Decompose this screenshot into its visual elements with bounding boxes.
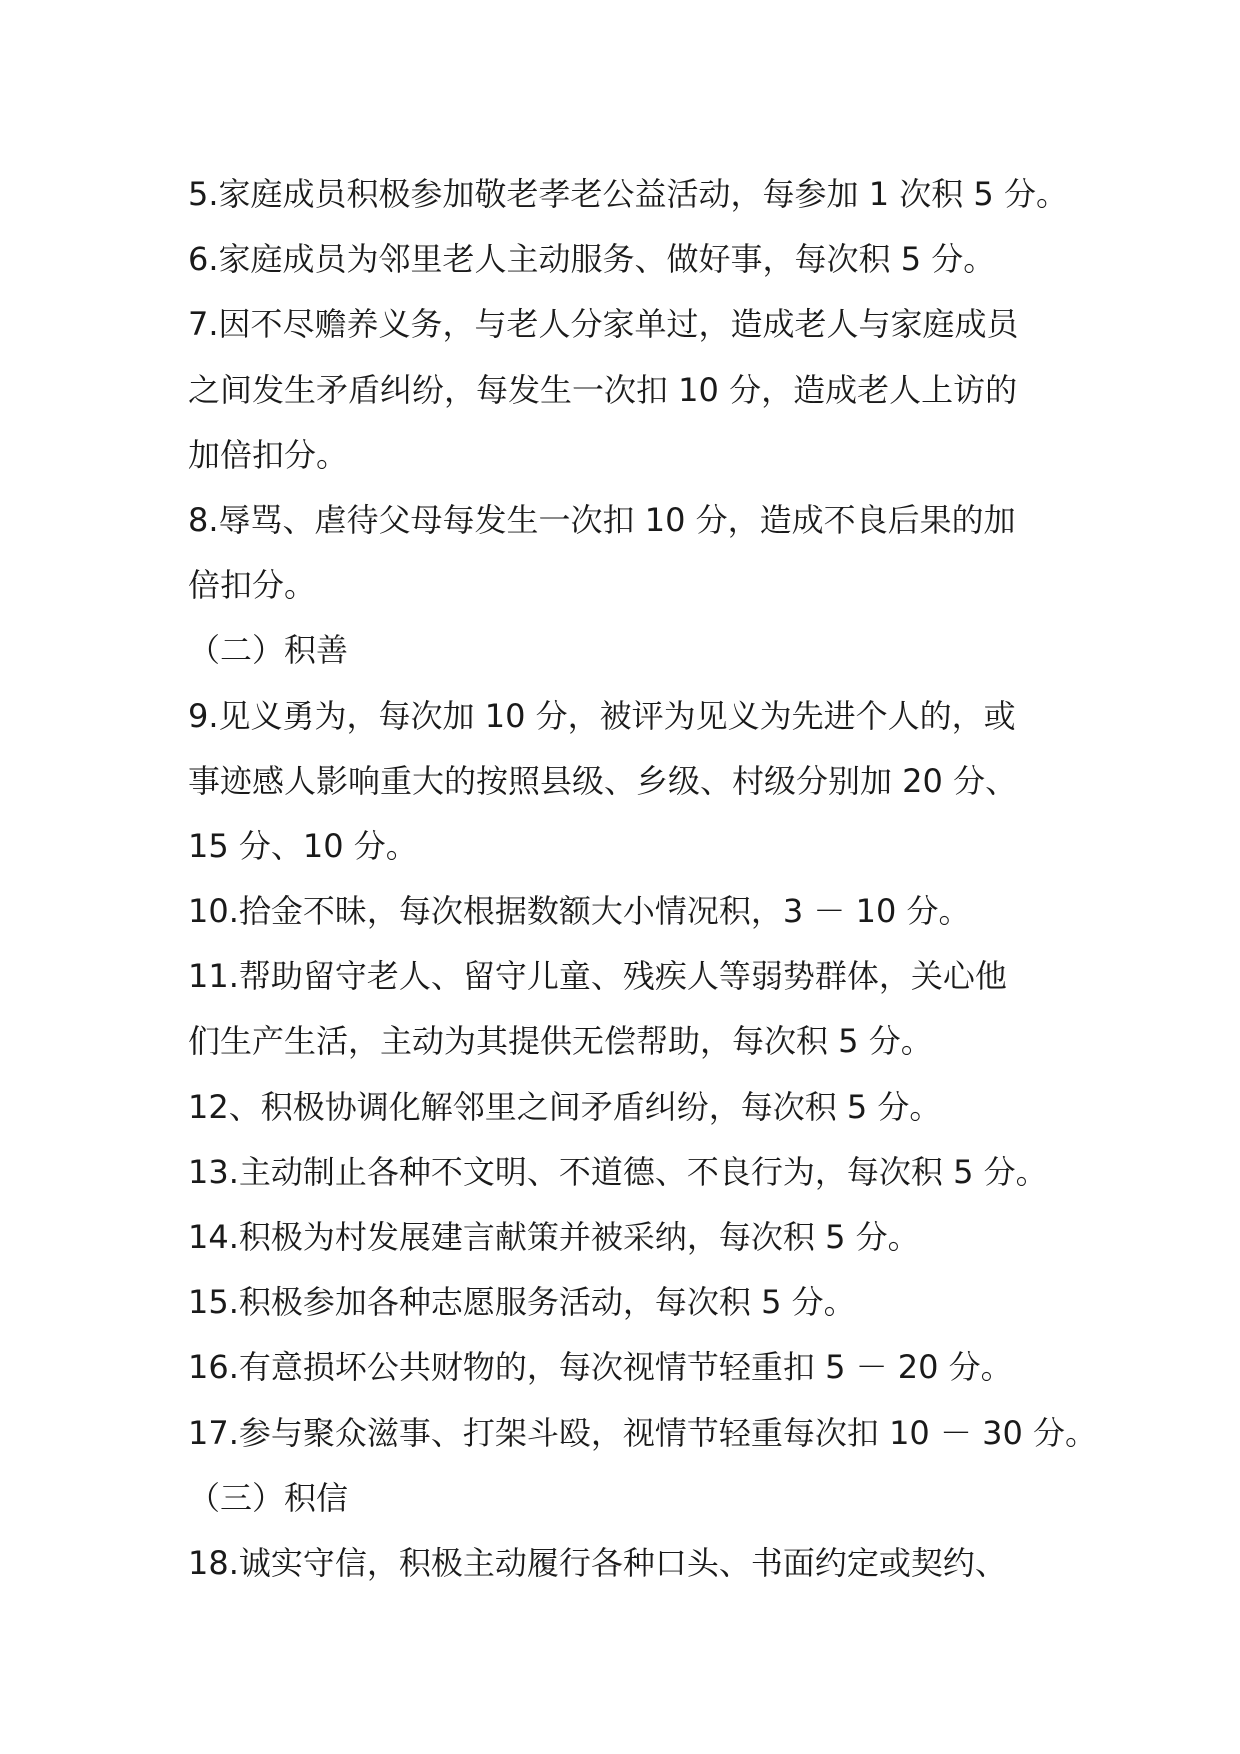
text-line-item-10: 10.拾金不昧，每次根据数额大小情况积，3 － 10 分。 bbox=[188, 892, 971, 931]
text-line-item-7-cont: 之间发生矛盾纠纷，每发生一次扣 10 分，造成老人上访的 bbox=[188, 370, 1018, 409]
text-line-item-8-cont: 倍扣分。 bbox=[188, 566, 317, 605]
text-line-item-5: 5.家庭成员积极参加敬老孝老公益活动，每参加 1 次积 5 分。 bbox=[188, 175, 1068, 213]
text-line-item-7-cont: 加倍扣分。 bbox=[188, 435, 349, 474]
text-line-item-18: 18.诚实守信，积极主动履行各种口头、书面约定或契约、 bbox=[188, 1543, 1007, 1582]
section-heading-jishan: （二）积善 bbox=[188, 631, 349, 670]
text-line-item-15: 15.积极参加各种志愿服务活动，每次积 5 分。 bbox=[188, 1283, 856, 1322]
text-line-item-9-cont: 事迹感人影响重大的按照县级、乡级、村级分别加 20 分、 bbox=[188, 761, 1018, 800]
text-line-item-6: 6.家庭成员为邻里老人主动服务、做好事，每次积 5 分。 bbox=[188, 240, 996, 279]
text-line-item-14: 14.积极为村发展建言献策并被采纳，每次积 5 分。 bbox=[188, 1218, 920, 1256]
text-line-item-12: 12、积极协调化解邻里之间矛盾纠纷，每次积 5 分。 bbox=[188, 1087, 942, 1126]
text-line-item-7: 7.因不尽赡养义务，与老人分家单过，造成老人与家庭成员 bbox=[188, 305, 1019, 344]
text-line-item-16: 16.有意损坏公共财物的，每次视情节轻重扣 5 － 20 分。 bbox=[188, 1348, 1013, 1387]
text-line-item-8: 8.辱骂、虐待父母每发生一次扣 10 分，造成不良后果的加 bbox=[188, 500, 1016, 539]
text-line-item-13: 13.主动制止各种不文明、不道德、不良行为，每次积 5 分。 bbox=[188, 1152, 1048, 1191]
section-heading-jixin: （三）积信 bbox=[188, 1478, 349, 1517]
document-body bbox=[188, 162, 1108, 1596]
text-line-item-17: 17.参与聚众滋事、打架斗殴，视情节轻重每次扣 10 － 30 分。 bbox=[188, 1413, 1098, 1452]
text-line-item-9: 9.见义勇为，每次加 10 分，被评为见义为先进个人的，或 bbox=[188, 696, 1016, 735]
text-line-item-9-cont: 15 分、10 分。 bbox=[188, 826, 418, 865]
text-line-item-11: 11.帮助留守老人、留守儿童、残疾人等弱势群体，关心他 bbox=[188, 957, 1007, 996]
text-line-item-11-cont: 们生产生活，主动为其提供无偿帮助，每次积 5 分。 bbox=[188, 1022, 933, 1061]
